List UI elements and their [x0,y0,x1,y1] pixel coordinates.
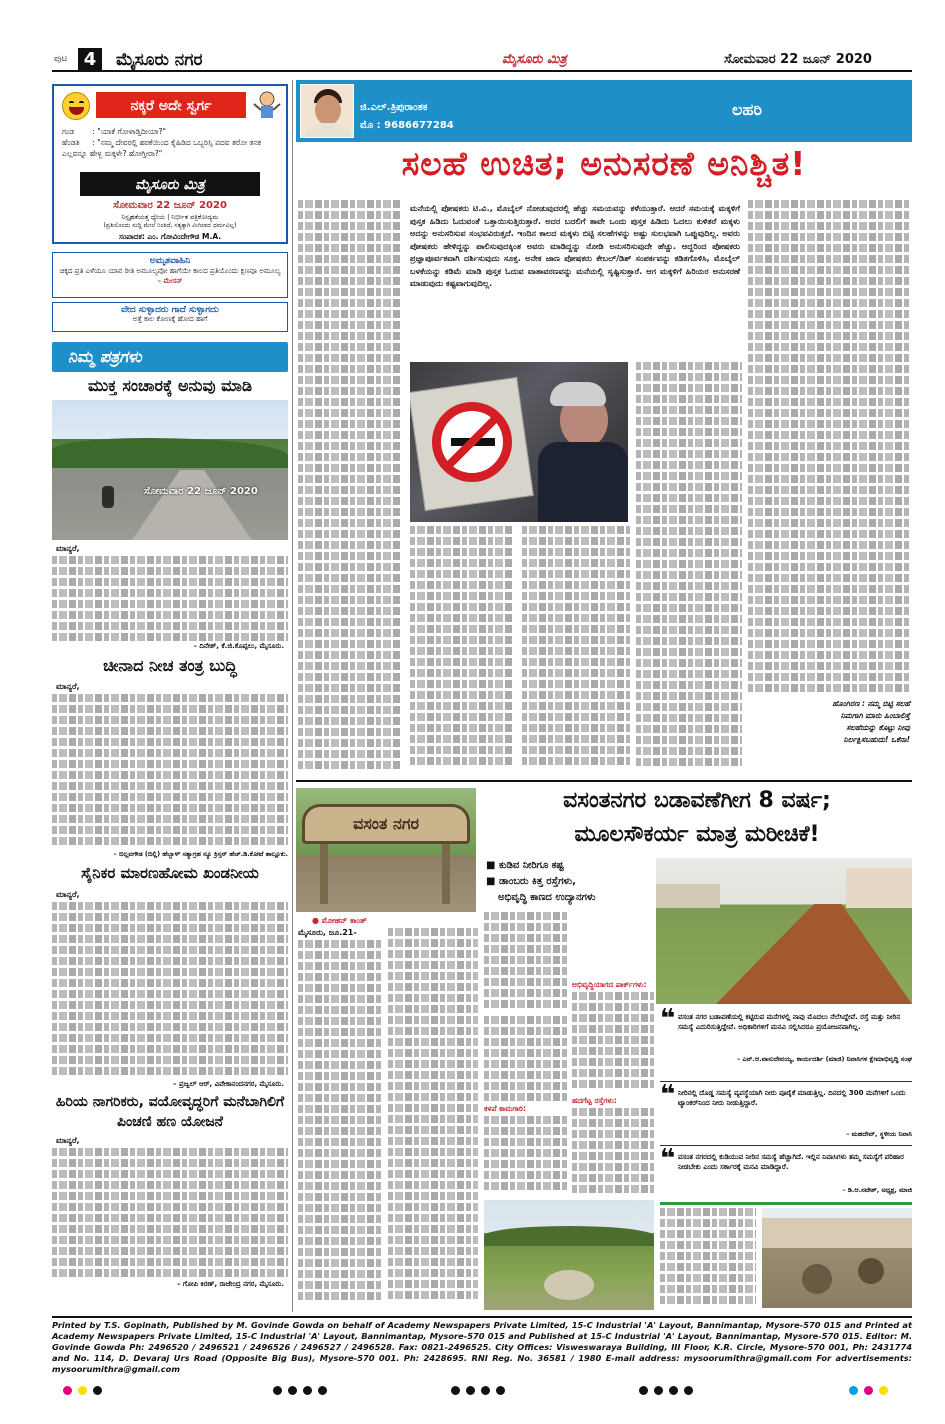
quote-bottom-rule [660,1202,912,1205]
quote-1-sign: – ಎನ್.ಆ.ವಾಸುದೇವಯ್ಯ, ಕಾರ್ಯದರ್ಶಿ (ಮಾಜಿ) ನಿವಾಸಿಗಳ ಕ್ಷೇಮಾಭಿವೃದ್ಧಿ ಸಂಘ [736,1055,912,1063]
author-photo [300,84,354,138]
letter-1-body [52,556,288,644]
letter-4-salutation: ಮಾನ್ಯರೆ, [56,1136,80,1145]
lahari-bottom-rule [296,780,912,782]
letter-3-title: ಸೈನಿಕರ ಮಾರಣಹೋಮ ಖಂಡನೀಯ [81,864,259,882]
road-photo [52,400,288,540]
quote-mark-icon-2: ❝ [660,1080,676,1110]
amrutavahini-text: ಚಿಕ್ಕದ ಪ್ರತಿ ಎಳೆಯೂ ಯಾವ ರೀತಿ ಅಮೂಲ್ಯವೋ ಹಾಗೆಯೇ ಕಾಲದ ಪ್ರತಿಯೊಂದು ಕ್ಷಣವೂ ಅಮೂಲ್ಯ – ಮೇಸನ್ [59,267,281,285]
overgrown-park-photo [484,1200,654,1310]
vasanth-headline-2: ಮೂಲಸೌಕರ್ಯ ಮಾತ್ರ ಮರೀಚಿಕೆ! [574,822,820,847]
footer-rule [52,1316,912,1318]
vasanth-subhead-1: ಅಭಿವೃದ್ಧಿಯಾಗದ ಪಾರ್ಕ್‌ಗಳು: [572,980,647,989]
letter-3-sign: – ಪ್ರಜ್ವಲ್ ಆರ್, ವಿವೇಕಾನಂದನಗರ, ಮೈಸೂರು. [173,1080,284,1088]
lahari-lede: ಮನೆಯಲ್ಲಿ ಪೋಷಕರು ಟಿ.ವಿ., ಮೊಬೈಲ್ ನೋಡುವುದರಲ್ಲಿ ಹೆಚ್ಚು ಸಮಯವನ್ನು ಕಳೆಯುತ್ತಾರೆ. ಆದರೆ ಸಮಯಕ್ಕೆ ಮಕ್ಕಳಿಗೆ ಪುಸ್ತಕ ಹಿಡಿದು ಓದುವಂತೆ ಒತ್ತಾಯಿಸುತ್ತಿರುತ್ತಾರೆ. ಅದರ ಬದಲಿಗೆ ತಾವೇ ಒಂದು ಪುಸ್ತಕ ಹಿಡಿದು ಓದಲು ಕುಳಿತರೆ ಮಕ್ಕಳು ಅದನ್ನು ಅನುಸರಿಸುವ ಸಂಭವವಿರುತ್ತದೆ. ಇಂದಿನ ಕಾಲದ ಮಕ್ಕಳು ಬಿಟ್ಟಿ ಸಲಹೆಗಳನ್ನು ಅಷ್ಟು ಸುಲಭವಾಗಿ ಒಪ್ಪುವುದಿಲ್ಲ. ಅವರು ಪೋಷಕರು ಹೇಳಿದ್ದನ್ನು ಪಾಲಿಸುವುದಕ್ಕಿಂತ ಅವರು ಮಾಡಿದ್ದನ್ನು ನೋಡಿ ಅನುಸರಿಸುವುದೇ ಹೆಚ್ಚು. ಆದ್ದರಿಂದ ಪೋಷಕರು ಪ್ರಜ್ಞಾಪೂರ್ವಕವಾಗಿ ದರ್ಶಿಸುವುದು ಸೂಕ್ತ. ಅನೇಕ ಜಾಣ ಪೋಷಕರು ಕೇಬಲ್/ಡಿಶ್ ಸಂಪರ್ಕವನ್ನು ಕಡಿತಗೊಳಿಸಿ, ಮೊಬೈಲ್ ಬಳಕೆಯನ್ನು ಕಡಿಮೆ ಮಾಡಿ ಪುಸ್ತಕ ಓದುವ ವಾತಾವರಣವನ್ನು ಮನೆಯಲ್ಲಿ ಸೃಷ್ಟಿಸುತ್ತಾರೆ. ಆಗ ಮಕ್ಕಳಿಗೆ ಹಿರಿಯರ ಅನುಸರಣೆ ಮಾಡುವುದು ಕಷ್ಟವಾಗುವುದಿಲ್ಲ. [410,203,740,288]
letter-4-body [52,1148,288,1280]
letter-1-salutation: ಮಾನ್ಯರೆ, [56,544,80,553]
mini-masthead-editor: ಸಂಪಾದಕ: ಎಂ. ಗೋವಿಂದೇಗೌಡ M.A. [118,232,222,241]
vasanth-article [296,788,912,1312]
registration-marks-right [846,1380,891,1399]
mini-masthead-logo-box [80,172,260,196]
sign-text: ವಸಂತ ನಗರ [353,814,419,833]
section-title: ಮೈಸೂರು ನಗರ [116,50,203,70]
lahari-col-1 [298,200,402,772]
lahari-headline: ಸಲಹೆ ಉಚಿತ; ಅನುಸರಣೆ ಅನಿಶ್ಚಿತ! [401,144,807,183]
mini-masthead-date: ಸೋಮವಾರ 22 ಜೂನ್ 2020 [113,200,227,211]
lahari-header-bar [296,80,912,142]
vasanth-col-5 [660,1208,756,1308]
lahari-col-4 [748,200,910,696]
quote-2-text: ನೀರಿನಲ್ಲಿ ದೊಡ್ಡ ಸಮಸ್ಯೆ ವ್ಯವಸ್ಥೆಯಾಗಿ ನೀರು ಪೂರೈಕೆ ಮಾಡುತ್ತಿಲ್ಲ. ದಿನದಲ್ಲಿ 300 ಮನೆಗಳಿಗೆ ಒಂದು ಟ್ಯಾಂಕರ್‌ನಿಂದ ನೀರು ನೀಡುತ್ತಿದ್ದಾರೆ. [678,1089,906,1107]
letter-3-salutation: ಮಾನ್ಯರೆ, [56,890,80,899]
lahari-tagline: ಹೊಂಗಿರಣ : ನಮ್ಮ ಬಿಟ್ಟಿ ಸಲಹೆ ನಿಮಗಾಗಿ ಮಾರು ಹಿಂಬಾಲಿಸ್ತೆ ಸಲಹೆಯನ್ನು ಕೊಟ್ಟು ನೀವು ನಿರ್ಲಕ್ಷಿಸಬಹುದು! ಒಕೆನಾ! [832,699,910,744]
mini-masthead-line1: ನಿಸ್ಪೃಹತೆಯತ್ತ ಧ್ಯೇಯ | ನಿರ್ಭೀತ ಪತ್ರಿಕೋದ್ಯಮ [121,213,219,221]
vasanth-headline-1: ವಸಂತನಗರ ಬಡಾವಣೆಗೀಗ 8 ವರ್ಷ; [563,788,831,813]
registration-marks-right-a [636,1380,696,1399]
quote-3-sign: – ಡಿ.ಆ.ನಟೇಶ್, ಅಧ್ಯಕ್ಷ, ಮಾಜಿ [842,1186,912,1194]
mini-masthead-logo: ಮೈಸೂರು ಮಿತ್ರ [135,177,205,193]
letter-2-body [52,694,288,848]
lahari-col-2 [410,526,514,772]
nakkare-box [52,84,288,244]
letters-banner-text: ನಿಮ್ಮ ಪತ್ರಗಳು [68,347,142,366]
registration-marks-mid-right [448,1380,508,1399]
no-smoking-icon [432,402,512,482]
letter-1-sign: – ದಿನೇಶ್, ಕೆ.ಜಿ.ಕೊಪ್ಪಲು, ಮೈಸೂರು. [193,642,284,650]
vasanth-dateline: ಮೈಸೂರು, ಜೂ.21- [298,928,357,937]
author-name: ಜಿ.ಎಲ್.ತ್ರಿಪುರಾಂತಕ [360,102,428,113]
letter-4-title: ಹಿರಿಯ ನಾಗರಿಕರು, ವಯೋವೃದ್ಧರಿಗೆ ಮನೆಬಾಗಿಲಿಗೆ ಪಿಂಚಣಿ ಹಣ ಯೋಜನೆ [55,1094,285,1130]
quote-box-3 [660,1144,912,1200]
letter-4-sign: – ಗೋಪಿ ಕಿರಣ್, ರಾಜೇಂದ್ರ ನಗರ, ಮೈಸೂರು. [176,1280,284,1288]
quote-mark-icon-3: ❝ [660,1144,676,1174]
page-number: 4 [83,49,97,70]
damaged-road-photo [656,858,912,1004]
mini-masthead-line2: (ಪ್ರತಿಯೊಂದು ಸುದ್ದಿ ಮೇಲೆ ನಿಂತಿದೆ, ಸತ್ಯಕ್ಕಾಗಿ ಮಿಗಿಲಾದ ಧರ್ಮವಿಲ್ಲ) [103,222,237,229]
registration-marks-left [60,1380,105,1399]
letter-2-sign: – ಬಿಲ್ಲವಗೌಡ (ಬಿಲ್ಲಿ) ಹೆಬ್ಬಾಳ್ ಸತ್ಯಾಗ್ರಹ ನ್ಯೂ ಕ್ರಿಸ್ತನ್ ಹೆಚ್.ಡಿ.ಕೋಟೆ ತಾಲ್ಲೂಕು. [113,850,288,858]
amrutavahini-title: ಅಮೃತವಾಹಿನಿ [149,256,191,266]
vasanth-col-1 [298,940,382,1308]
vasanth-subhead-3: ಹದಗೆಟ್ಟ ರಸ್ತೆಗಳು: [572,1096,617,1105]
q-label: ಗಂಡ [62,127,75,136]
lahari-col-3b [636,362,742,772]
page-label: ಪುಟ [54,54,68,64]
page-number-box [78,48,102,72]
column-name: ಲಹರಿ [732,100,762,119]
quote-mark-icon: ❝ [660,1004,676,1034]
vasanth-bullets: ■ ಕುಡಿವ ನೀರಿಗೂ ಕಷ್ಟ ■ ಡಾಂಬರು ಕಿತ್ತ ರಸ್ತೆಗಳು, ಅಭಿವೃದ್ಧಿ ಕಾಣದ ಉದ್ಯಾನಗಳು [486,860,596,903]
vasanth-byline: ● ಮೋಹನ್ ಕಾಂತ್ [312,916,367,925]
veda-title: ವೇದ ಸುಳ್ಳಾದರು ಗಾದೆ ಸುಳ್ಳಾಗದು [121,305,219,315]
a-label: ಹೆಂಡತಿ [62,138,80,147]
letter-3-body [52,902,288,1078]
vasanth-col-3 [484,912,568,1012]
motorcycle-rider [102,486,114,508]
left-column [52,80,288,1312]
lahari-article [296,80,912,780]
footer-imprint: Printed by T.S. Gopinath, Published by M. Govinde Gowda on behalf of Academy Newspapers Private Limited, 15-C Industrial 'A' Layout, Bannimantap, Mysore-570 015 and Printed at Academy Newspapers Private Limited, 15-C Industrial 'A' Layout, Bannimantap, Mysore-570 015 and Published at 15-C Industrial 'A' Layout, Bannimantap, Mysore-570 015. Editor: M. Govinde Gowda Ph: 2496520 / 2496521 / 2496526 / 2496527 / 2496528. Fax: 0821-2496525. City Offices: Visweswaraya Building, III Floor, K.R. Circle, Mysore-570 001, Ph: 2431774 and No. 114, D. Devaraj Urs Road (Opposite Big Bus), Mysore-570 001. Ph: 2428695. RNI Reg. No. 36581 / 1980 E-mail address: mysoorumithra@gmail.com For advertisements: mysoorumithra@gmail.com [52,1320,912,1374]
cartoon-figure-icon [252,90,282,120]
vasanth-subhead-2: ಕಳಪೆ ಕಾಮಗಾರಿ: [484,1104,526,1113]
column-divider [292,80,293,1312]
page-header [52,48,912,72]
quote-box-2 [660,1080,912,1146]
letter-2-title: ಚೀನಾದ ನೀಚ ತಂತ್ರ ಬುದ್ಧಿ [103,656,237,675]
vasanth-col-4 [572,992,654,1092]
letter-1-title: ಮುಕ್ತ ಸಂಚಾರಕ್ಕೆ ಅನುವು ಮಾಡಿ [87,376,253,395]
quote-box-1 [660,1004,912,1082]
q-text: "ಯಾಕೆ ಗೋಳಾಡ್ತಿದೀಯಾ?" [97,127,166,136]
nakkare-title-bar [96,92,246,118]
quote-2-sign: – ಮಹದೇವ್, ಸ್ಥಳೀಯ ನಿವಾಸಿ [846,1130,912,1138]
vasanth-col-4b [572,1108,654,1196]
amrutavahini-box [52,252,288,298]
laughing-face-icon [62,92,90,120]
veda-box [52,302,288,332]
quote-1-text: ವಸಂತ ನಗರ ಬಡಾವಣೆಯಲ್ಲಿ ಕಟ್ಟಿರುವ ಮನೆಗಳಲ್ಲಿ ನಾವು ಮೊದಲು ನೆಲೆಸಿದ್ದೇವೆ. ರಸ್ತೆ ಮತ್ತು ನೀರಿನ ಸಮಸ್ಯೆ ಎದುರಿಸುತ್ತಿದ್ದೇವೆ. ಅಧಿಕಾರಿಗಳಿಗೆ ಮನವಿ ಸಲ್ಲಿಸಿದರೂ ಪ್ರಯೋಜನವಾಗಿಲ್ಲ. [678,1013,901,1031]
veda-text: ಅತ್ತೆ ಕಾಲ ಕೋಣಕ್ಕೆ ಹೋದ ಹಾಗೆ [132,315,208,323]
vasanth-sign-photo [296,788,476,912]
amrutavahini-author: – ಮೇಸನ್ [157,277,183,285]
author-phone: ಮೊ : 9686677284 [360,120,454,131]
letter-2-salutation: ಮಾನ್ಯರೆ, [56,682,80,691]
photo-date-stamp: ಸೋಮವಾರ 22 ಜೂನ್ 2020 [144,486,258,497]
vasanth-col-3b [484,1016,568,1104]
lahari-col-3 [522,526,630,772]
no-smoking-photo [410,362,628,522]
page-date: ಸೋಮವಾರ 22 ಜೂನ್ 2020 [724,52,872,67]
a-text: "ನಮ್ಮ ದೇವರಲ್ಲಿ ಹರಕೆಯಿಂದ ಕೈಹಿಡಿದ ಒಬ್ಬರಿಸ್ಸಿ ಪದವ ತರೋ ತನಕ ಎಲ್ಲವನ್ನೂ ಹೇಳ್ಬ ಮಕ್ಕಳೇ? ಹೋಗ್ತೀರಾ?" [62,138,262,158]
letters-banner [52,342,288,372]
vasanth-col-2 [388,928,478,1308]
registration-marks-mid-left [270,1380,330,1399]
vasanth-col-3c [484,1116,568,1196]
nakkare-dialogue: ಗಂಡ : "ಯಾಕೆ ಗೋಳಾಡ್ತಿದೀಯಾ?" ಹೆಂಡತಿ : "ನಮ್ಮ ದೇವರಲ್ಲಿ ಹರಕೆಯಿಂದ ಕೈಹಿಡಿದ ಒಬ್ಬರಿಸ್ಸಿ ಪದವ ತರೋ ತನಕ ಎಲ್ಲವನ್ನೂ ಹೇಳ್ಬ ಮಕ್ಕಳೇ? ಹೋಗ್ತೀರಾ?" [62,127,262,158]
quote-3-text: ವಸಂತ ನಗರದಲ್ಲಿ ಕುಡಿಯುವ ನೀರಿನ ಸಮಸ್ಯೆ ಹೆಚ್ಚಾಗಿದೆ. ಇಲ್ಲಿನ ನಿವಾಸಿಗಳು ತಮ್ಮ ಸಮಸ್ಯೆಗೆ ಪರಿಹಾರ ನೀಡಬೇಕು ಎಂದು ಸರ್ಕಾರಕ್ಕೆ ಮನವಿ ಮಾಡಿದ್ದಾರೆ. [678,1153,904,1171]
nakkare-title: ನಕ್ಕರೆ ಅದೇ ಸ್ವರ್ಗ [130,98,212,114]
construction-photo [762,1208,912,1308]
masthead-logo: ಮೈಸೂರು ಮಿತ್ರ [502,52,567,67]
